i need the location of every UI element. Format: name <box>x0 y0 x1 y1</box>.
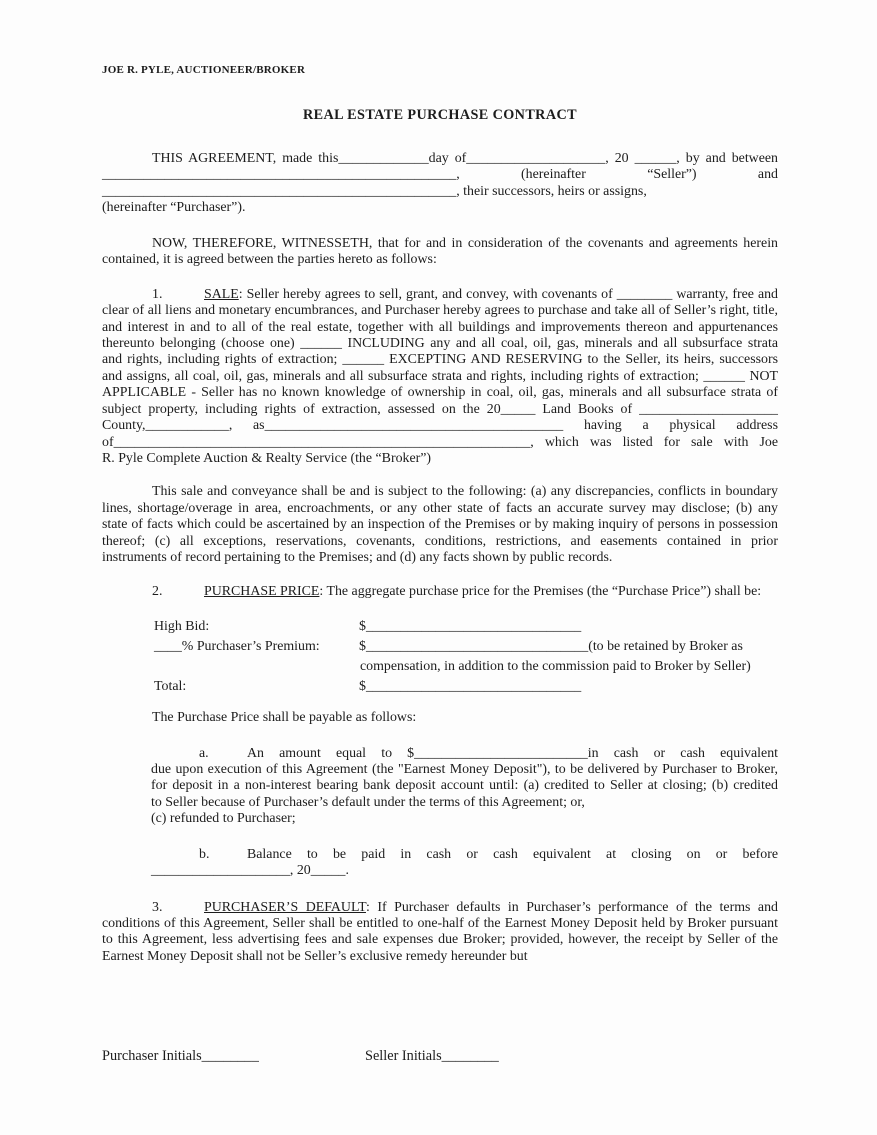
text-segment: and rights, including rights of extraction; ______ EXCEPTING AND RESERVING to the Seller, its heirs, successors <box>102 352 778 368</box>
text-line <box>102 451 778 467</box>
underlined-heading-text: PURCHASER’S DEFAULT <box>204 899 366 915</box>
text-segment: due upon execution of this Agreement (the "Earnest Money Deposit"), to be delivered by Purchaser to Broker, <box>151 761 778 777</box>
text-line <box>102 336 778 352</box>
section-2-purchase-price <box>102 584 778 600</box>
text-segment: : If Purchaser defaults in Purchaser’s performance of the terms and <box>365 899 778 915</box>
text-segment: ___________________________________________________, their successors, heirs or assigns, <box>102 183 647 199</box>
text-line <box>102 385 778 401</box>
text-segment: a. <box>199 745 209 761</box>
paragraph-intro <box>102 151 778 217</box>
text-segment: to Seller because of Purchaser’s default under the terms of this Agreement; or, <box>151 794 585 810</box>
section-3-purchasers-default <box>102 900 778 966</box>
text-segment: contained, it is agreed between the parties hereto as follows: <box>102 252 437 268</box>
text-line <box>102 677 778 697</box>
text-segment: (c) refunded to Purchaser; <box>151 811 296 827</box>
text-line <box>102 900 778 916</box>
text-segment: of____________________________________________________________, which was listed for sale with Joe <box>102 434 778 450</box>
text-segment: 2. <box>152 583 163 599</box>
text-segment: thereunto belonging (choose one) ______ INCLUDING any and all coal, oil, gas, minerals and all subsurface strata <box>102 335 778 351</box>
text-segment: Earnest Money Deposit shall not be Seller’s exclusive remedy hereunder but <box>102 948 528 964</box>
text-line <box>102 778 778 794</box>
text-line <box>102 501 778 517</box>
text-line <box>102 369 778 385</box>
text-line <box>102 932 778 948</box>
text-line <box>102 418 778 434</box>
text-line <box>102 863 778 879</box>
footer-initials <box>102 1048 778 1065</box>
text-line <box>102 637 778 657</box>
text-segment: High Bid: <box>154 619 210 635</box>
text-segment: $_______________________________ <box>359 679 582 695</box>
text-segment: This sale and conveyance shall be and is subject to the following: (a) any discrepancies, conflicts in boundary <box>152 484 778 500</box>
text-line <box>102 320 778 336</box>
text-segment: : Seller hereby agrees to sell, grant, and convey, with covenants of ________ warranty, free and <box>238 286 778 302</box>
text-segment: and interest in and to all of the real estate, together with all buildings and improvements thereon and appurtenances <box>102 319 778 335</box>
text-line <box>102 184 778 200</box>
text-segment: $________________________________(to be retained by Broker as <box>359 639 743 655</box>
text-segment: to this Agreement, less advertising fees and sale expenses due Broker; provided, however, the receipt by Seller of the <box>102 932 778 948</box>
text-line <box>102 402 778 418</box>
underlined-heading-text: PURCHASE PRICE <box>204 583 320 599</box>
text-segment: compensation, in addition to the commission paid to Broker by Seller) <box>360 659 751 675</box>
text-line <box>102 949 778 965</box>
document-title: REAL ESTATE PURCHASE CONTRACT <box>303 107 577 123</box>
text-line <box>102 762 778 778</box>
item-a-earnest-money <box>102 746 778 828</box>
text-segment: $_______________________________ <box>359 619 582 635</box>
paragraph-payable <box>102 710 778 726</box>
text-segment: County,____________, as___________________________________________ having a physical address <box>102 418 778 434</box>
purchaser-initials-label: Purchaser Initials________ <box>102 1048 259 1065</box>
section-1-sale <box>102 287 778 468</box>
text-line <box>102 287 778 303</box>
text-segment: instruments of record pertaining to the Premises; and (d) any facts shown by public records. <box>102 550 613 566</box>
text-segment: lines, shortage/overage in area, encroachments, or any other state of facts an accurate survey may disclose; (b) any <box>102 500 778 516</box>
text-segment: ____________________, 20_____. <box>151 863 349 879</box>
text-line <box>102 167 778 183</box>
text-line <box>102 584 778 600</box>
text-segment: (hereinafter “Purchaser”). <box>102 200 246 216</box>
text-line <box>102 847 778 863</box>
text-segment: APPLICABLE - Seller has no known knowledge of ownership in coal, oil, gas, minerals and all subsurface strata of <box>102 385 778 401</box>
text-segment: and assigns, all coal, oil, gas, minerals and all subsurface strata and rights, including rights of extraction; ______ NOT <box>102 368 778 384</box>
text-line <box>102 746 778 762</box>
text-segment: Total: <box>154 679 187 695</box>
text-segment: state of facts which could be ascertained by an inspection of the Premises or by making inquiry of persons in possession <box>102 517 778 533</box>
text-line <box>102 617 778 637</box>
text-segment: b. <box>199 846 210 862</box>
text-line <box>102 517 778 533</box>
text-line <box>102 252 778 268</box>
underlined-heading-text: SALE <box>204 286 239 302</box>
text-line <box>102 200 778 216</box>
text-segment: subject property, including rights of extraction, assessed on the 20_____ Land Books of ____________________ <box>102 401 778 417</box>
text-segment: ____% Purchaser’s Premium: <box>154 639 320 655</box>
text-segment: Balance to be paid in cash or cash equivalent at closing on or before <box>247 846 778 862</box>
text-segment: conditions of this Agreement, Seller shall be entitled to one-half of the Earnest Money Deposit held by Broker pursuant <box>102 916 778 931</box>
text-segment: ___________________________________________________, (hereinafter “Seller”) and <box>102 167 778 183</box>
text-segment: for deposit in a non-interest bearing bank deposit account until: (a) credited to Seller at closing; (b) credited <box>151 778 778 794</box>
item-b-balance <box>102 847 778 880</box>
text-segment: NOW, THEREFORE, WITNESSETH, that for and in consideration of the covenants and agreements herein <box>152 235 778 251</box>
text-segment: The Purchase Price shall be payable as follows: <box>152 710 417 726</box>
text-segment: thereof; (c) all exceptions, reservations, covenants, conditions, restrictions, and easements contained in prior <box>102 533 778 549</box>
text-line <box>102 303 778 319</box>
text-line <box>102 151 778 167</box>
text-line <box>102 550 778 566</box>
text-line <box>102 435 778 451</box>
text-line <box>102 534 778 550</box>
paragraph-witnesseth <box>102 236 778 269</box>
text-line <box>102 484 778 500</box>
text-segment: 3. <box>152 899 163 915</box>
text-line <box>102 657 778 677</box>
text-line <box>102 352 778 368</box>
broker-header: JOE R. PYLE, AUCTIONEER/BROKER <box>102 64 306 76</box>
text-line <box>102 811 778 827</box>
text-line <box>102 236 778 252</box>
text-segment: R. Pyle Complete Auction & Realty Service (the “Broker”) <box>102 451 432 466</box>
text-segment: THIS AGREEMENT, made this_____________day of____________________, 20 ______, by and between <box>152 151 778 166</box>
text-segment: 1. <box>152 286 163 302</box>
price-table <box>102 617 778 697</box>
text-segment: An amount equal to $_________________________in cash or cash equivalent <box>247 745 778 761</box>
text-line <box>102 710 778 726</box>
paragraph-subject-to <box>102 484 778 566</box>
text-segment: clear of all liens and monetary encumbrances, and Purchaser hereby agrees to purchase and take all of Seller’s right, title, <box>102 303 778 319</box>
text-line <box>102 795 778 811</box>
seller-initials-label: Seller Initials________ <box>365 1048 499 1065</box>
text-line <box>102 916 778 932</box>
text-segment: : The aggregate purchase price for the Premises (the “Purchase Price”) shall be: <box>319 583 762 599</box>
